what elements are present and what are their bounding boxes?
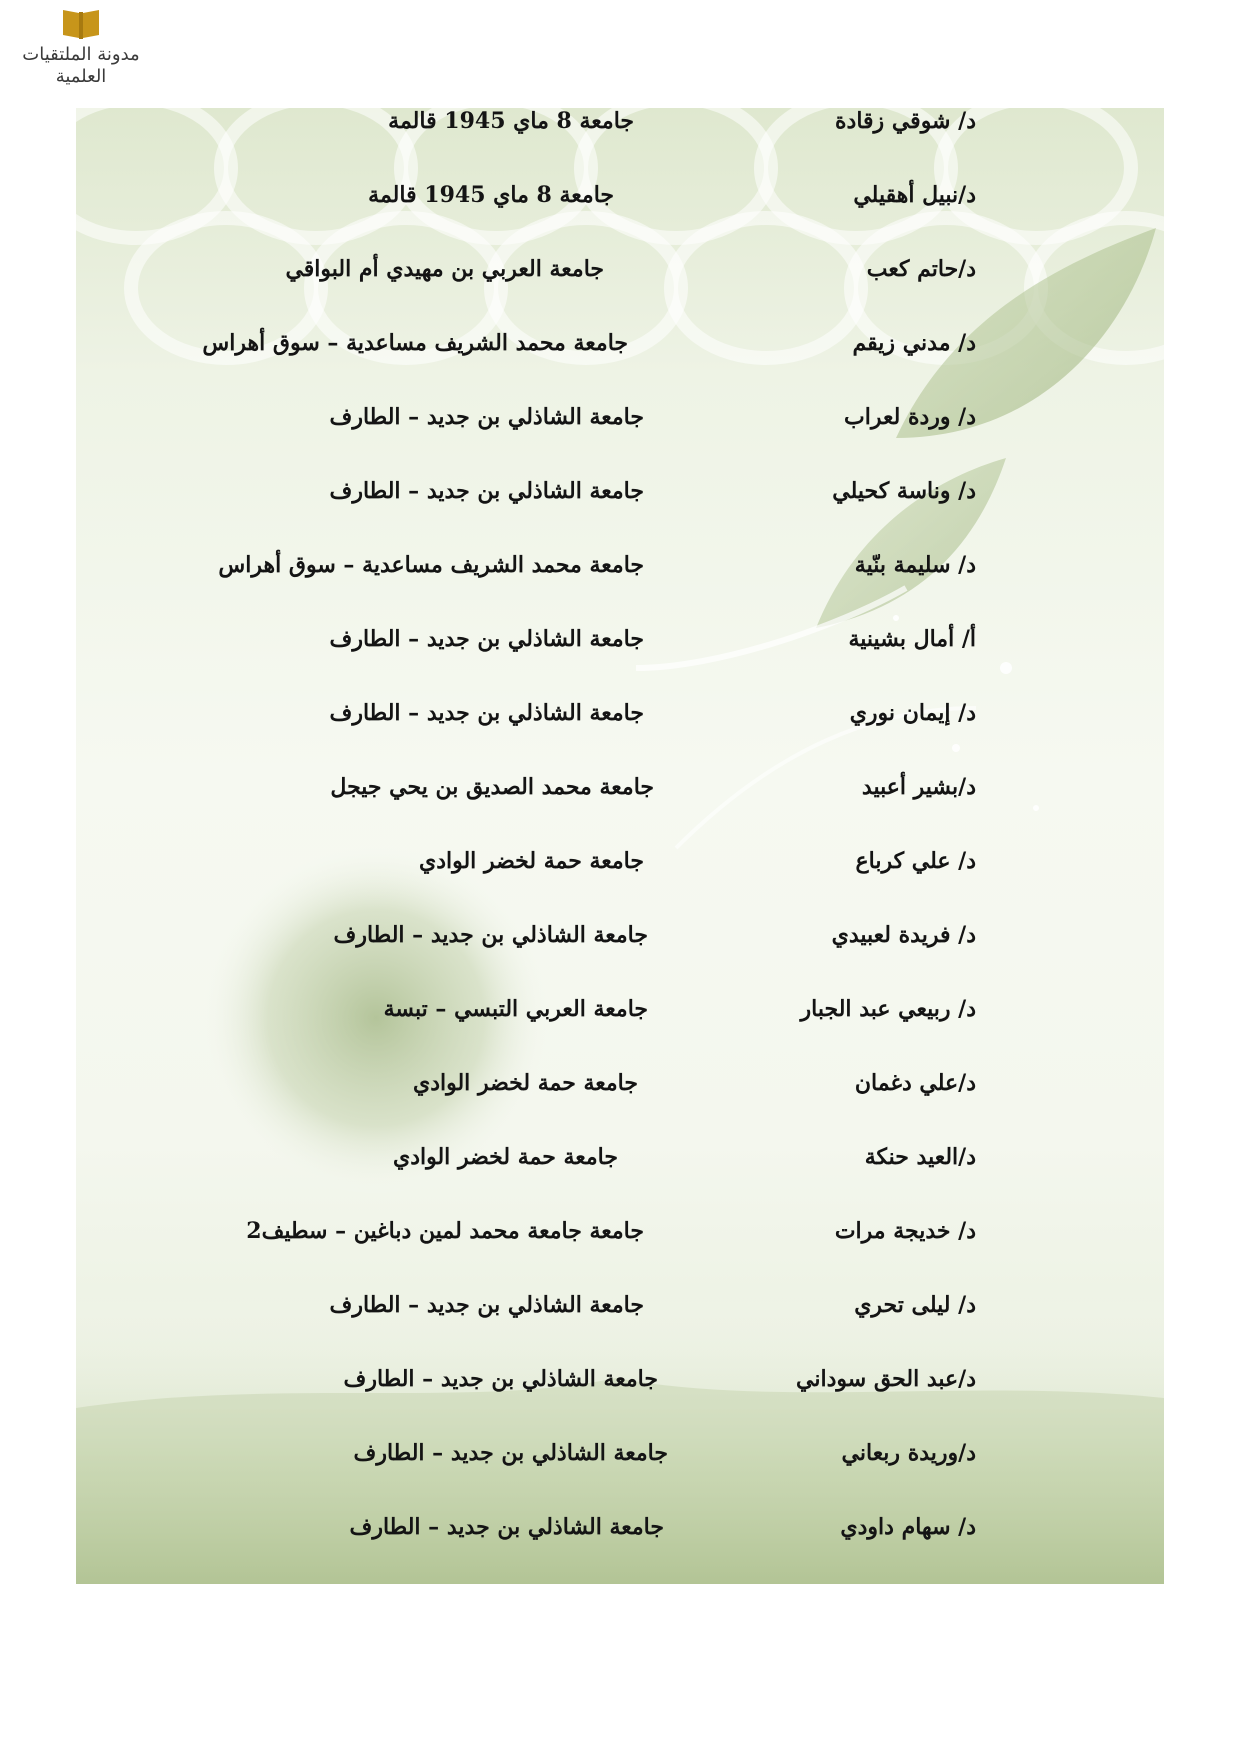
participant-university: جامعة جامعة محمد لمين دباغين – سطيف2 — [246, 1218, 644, 1244]
list-item — [76, 700, 1164, 740]
logo-subtitle: العلمية — [55, 66, 107, 87]
list-item — [76, 552, 1164, 592]
participant-university: جامعة العربي بن مهيدي أم البواقي — [285, 256, 604, 282]
list-item — [76, 330, 1164, 370]
list-item — [76, 478, 1164, 518]
participant-name: أ/ أمال بشينية — [848, 626, 976, 652]
participant-name: د/عبد الحق سوداني — [796, 1366, 976, 1392]
list-item — [76, 1440, 1164, 1480]
participant-university: جامعة الشاذلي بن جديد – الطارف — [329, 1292, 644, 1318]
participant-name: د/العيد حنكة — [864, 1144, 976, 1170]
participant-name: د/ ربيعي عبد الجبار — [800, 996, 976, 1022]
open-book-icon — [61, 6, 101, 40]
list-item — [76, 1292, 1164, 1332]
list-item — [76, 108, 1164, 148]
participant-university: جامعة محمد الشريف مساعدية – سوق أهراس — [202, 330, 628, 356]
participant-university: جامعة حمة لخضر الوادي — [412, 1070, 638, 1096]
participant-name: د/ شوقي زقادة — [835, 108, 976, 134]
participant-name: د/علي دغمان — [854, 1070, 976, 1096]
list-item — [76, 182, 1164, 222]
participant-university: جامعة الشاذلي بن جديد – الطارف — [343, 1366, 658, 1392]
list-item — [76, 1366, 1164, 1406]
participant-university: جامعة الشاذلي بن جديد – الطارف — [329, 700, 644, 726]
participant-name: د/وريدة ربعاني — [841, 1440, 976, 1466]
list-item — [76, 626, 1164, 666]
list-item — [76, 404, 1164, 444]
participant-university: جامعة الشاذلي بن جديد – الطارف — [329, 404, 644, 430]
participant-university: جامعة محمد الصديق بن يحي جيجل — [330, 774, 654, 800]
participant-name: د/ ليلى تحري — [854, 1292, 976, 1318]
logo-title: مدونة الملتقيات — [22, 44, 140, 65]
participant-name: د/ مدني زيقم — [852, 330, 976, 356]
list-item — [76, 922, 1164, 962]
participant-university: جامعة الشاذلي بن جديد – الطارف — [329, 478, 644, 504]
participant-university: جامعة العربي التبسي – تبسة — [383, 996, 648, 1022]
participant-university: جامعة حمة لخضر الوادي — [418, 848, 644, 874]
participant-university: جامعة 8 ماي 1945 قالمة — [368, 182, 614, 208]
participant-name: د/بشير أعبيد — [861, 774, 976, 800]
list-item — [76, 1514, 1164, 1554]
participant-name: د/حاتم كعب — [866, 256, 976, 282]
participants-list — [76, 108, 1164, 1584]
participant-name: د/ سهام داودي — [840, 1514, 976, 1540]
participant-name: د/ خديجة مرات — [834, 1218, 976, 1244]
site-logo — [6, 6, 156, 88]
participant-name: د/ إيمان نوري — [849, 700, 976, 726]
list-item — [76, 1218, 1164, 1258]
list-item — [76, 1144, 1164, 1184]
participant-university: جامعة الشاذلي بن جديد – الطارف — [349, 1514, 664, 1540]
participant-university: جامعة 8 ماي 1945 قالمة — [388, 108, 634, 134]
participant-name: د/ وردة لعراب — [844, 404, 976, 430]
list-item — [76, 774, 1164, 814]
participant-name: د/ سليمة بنّية — [854, 552, 976, 578]
list-item — [76, 1070, 1164, 1110]
participant-name: د/ وناسة كحيلي — [832, 478, 976, 504]
participant-university: جامعة الشاذلي بن جديد – الطارف — [353, 1440, 668, 1466]
participant-name: د/ فريدة لعبيدي — [831, 922, 976, 948]
participant-university: جامعة حمة لخضر الوادي — [392, 1144, 618, 1170]
list-item — [76, 996, 1164, 1036]
list-item — [76, 848, 1164, 888]
participant-university: جامعة الشاذلي بن جديد – الطارف — [333, 922, 648, 948]
list-item — [76, 256, 1164, 296]
participant-university: جامعة محمد الشريف مساعدية – سوق أهراس — [218, 552, 644, 578]
participant-university: جامعة الشاذلي بن جديد – الطارف — [329, 626, 644, 652]
participant-name: د/ علي كرباع — [855, 848, 976, 874]
participant-name: د/نبيل أهقيلي — [853, 182, 976, 208]
